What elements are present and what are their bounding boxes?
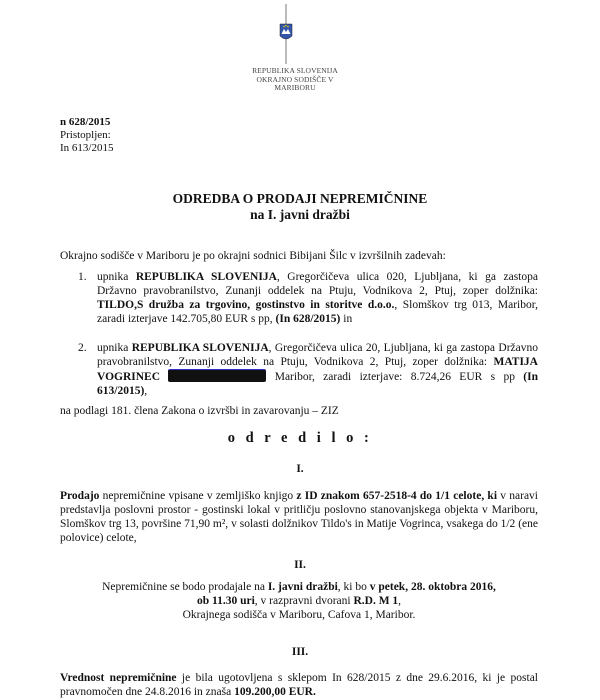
para-text: je bila ugotovljena s sklepom In 628/2015 z dne 29.6.2016, ki je postal pravnomočen dne 24.8.2016 in znaša	[60, 672, 538, 699]
list-item-number: 2.	[78, 342, 87, 355]
item-text: upnika	[97, 271, 136, 283]
item-text: in	[340, 313, 353, 326]
list-item-number: 1.	[78, 271, 87, 283]
court-name-line1: REPUBLIKA SLOVENIJA	[252, 66, 338, 75]
para-text: , ki bo	[337, 581, 370, 593]
debtor-name: MATIJA VOGRINEC	[97, 356, 538, 384]
coat-of-arms-icon	[276, 4, 296, 64]
item-text: upnika	[97, 342, 132, 355]
para-text: Okrajnega sodišča v Mariboru, Cafova 1, Maribor.	[182, 609, 416, 622]
document-title	[0, 191, 600, 223]
case-references	[60, 116, 113, 156]
list-item	[78, 270, 538, 326]
attached-case-number: In 613/2015	[60, 142, 114, 155]
decided-heading: o d r e d i l o :	[227, 430, 373, 446]
auction-date: v petek, 28. oktobra 2016,	[369, 581, 496, 593]
para-text: , v razpravni dvorani	[254, 595, 354, 608]
case-ref: (In 628/2015)	[275, 313, 341, 326]
item-text: , Slomškov trg 013, Maribor, zaradi izterjave 142.705,80 EUR s pp,	[97, 299, 538, 326]
auction-time: ob 11.30 uri	[196, 595, 255, 608]
case-list	[78, 270, 538, 413]
court-name-line2: OKRAJNO SODIŠČE V MARIBORU	[256, 74, 334, 93]
property-id: z ID znakom 657-2518-4 do 1/1 celote, ki	[296, 490, 498, 502]
property-value: 109.200,00 EUR.	[234, 686, 316, 699]
attached-label: Pristopljen:	[60, 129, 111, 142]
item-text: , Gregorčičeva ulica 20, Ljubljana, ki ga zastopa Državno pravobranilstvo, Zunanji oddelek na Ptuju, Vodnikova 2, Ptuj, zoper dolžnika:	[97, 342, 538, 369]
section-number-3: III.	[291, 646, 309, 658]
legal-basis: na podlagi 181. člena Zakona o izvršbi in zavarovanju – ZIZ	[60, 405, 339, 417]
courtroom: R.D. M 1	[353, 595, 399, 608]
section-3-text	[60, 671, 538, 699]
section-number-2: II.	[294, 559, 306, 571]
title-line1: ODREDBA O PRODAJI NEPREMIČNINE	[172, 191, 428, 206]
title-line2: na I. javni dražbi	[250, 207, 350, 223]
item-text: Maribor, zaradi izterjave: 8.724,26 EUR s pp	[274, 371, 524, 384]
para-text: ,	[398, 595, 402, 608]
para-text: nepremičnine vpisane v zemljiško knjigo	[99, 490, 297, 502]
para-text: Nepremičnine se bodo prodajale na	[102, 581, 268, 593]
item-text: ,	[144, 385, 148, 398]
emphasis: Prodajo	[60, 490, 100, 502]
emphasis: Vrednost nepremičnine	[60, 672, 177, 684]
court-name	[250, 67, 340, 93]
section-1-text	[60, 489, 538, 545]
auction-name: I. javni dražbi	[267, 581, 338, 593]
case-number: n 628/2015	[60, 116, 111, 128]
para-text: v naravi predstavlja poslovni prostor - gostinski lokal v pritličju poslovno stanovanjskega objekta v Mariboru, Slomškov trg 13, površine 71,90 m², v solasti dolžnikov Tildo's in Matije Vogrinca, vsakega do 1/2 (ene polovice) celote,	[60, 490, 538, 545]
section-2-text	[60, 580, 538, 622]
list-item	[78, 341, 538, 398]
item-text: , Gregorčičeva ulica 020, Ljubljana, ki ga zastopa Državno pravobranilstvo, Zunanji oddelek na Ptuju, Vodnikova 2, Ptuj, zoper dolžnika:	[97, 271, 538, 298]
intro-text: Okrajno sodišče v Mariboru je po okrajni sodnici Bibijani Šilc v izvršilnih zadevah:	[60, 250, 446, 262]
debtor-name: TILDO,S družba za trgovino, gostinstvo in storitve d.o.o.	[97, 299, 395, 312]
section-number-1: I.	[296, 463, 304, 475]
creditor-name: REPUBLIKA SLOVENIJA	[131, 342, 269, 355]
redaction-bar	[168, 369, 266, 382]
case-ref: (In 613/2015)	[97, 371, 538, 398]
creditor-name: REPUBLIKA SLOVENIJA	[135, 271, 277, 283]
